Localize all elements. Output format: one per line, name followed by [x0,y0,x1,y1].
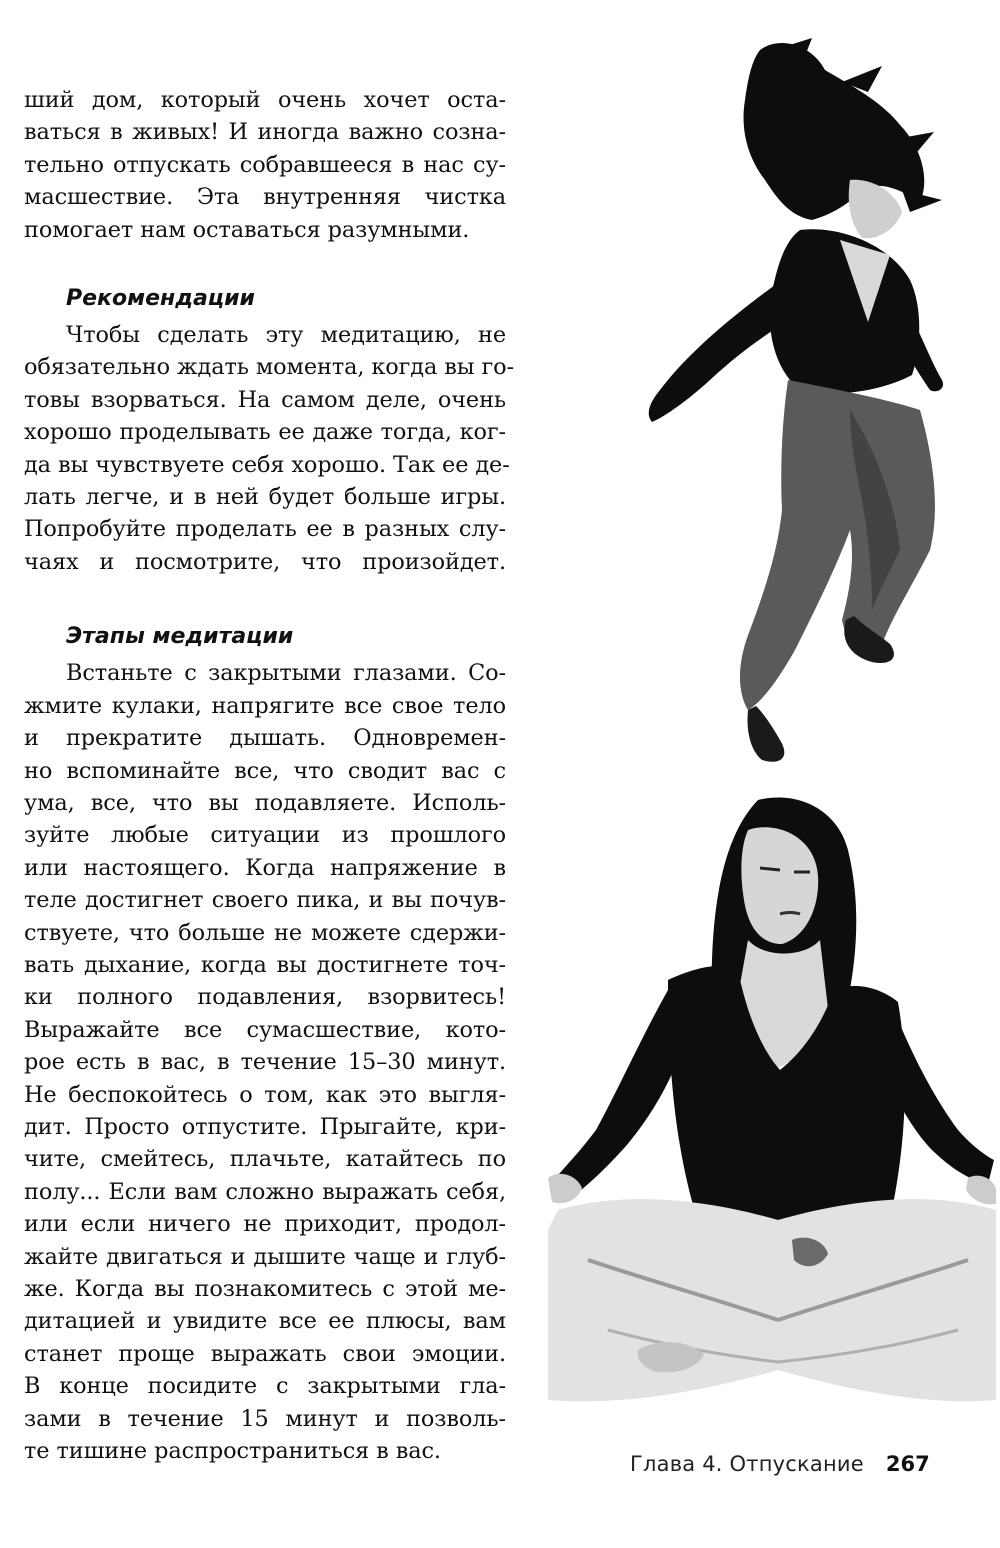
text-line: ума, все, что вы подавляете. Исполь- [24,789,506,816]
meditation-stages-paragraph [24,657,506,1467]
text-line: и прекратите дышать. Одновремен- [24,725,506,752]
text-line: ствуете, что больше не можете сдержи- [24,919,506,946]
jumping-woman-photo [550,30,970,770]
text-line: чаях и посмотрите, что произойдет. [24,548,506,575]
text-line: помогает нам оставаться разумными. [24,216,470,243]
text-line: В конце посидите с закрытыми гла- [24,1373,506,1400]
text-line: жайте двигаться и дышите чаще и глуб- [24,1243,506,1270]
running-footer-chapter: Глава 4. Отпускание [630,1452,864,1476]
text-line: полу... Если вам сложно выражать себя, [24,1178,506,1205]
text-line: чите, смейтесь, плачьте, катайтесь по [24,1146,506,1173]
text-line: те тишине распространиться в вас. [24,1438,441,1465]
text-line: дитацией и увидите все ее плюсы, вам [24,1308,506,1335]
text-line: или настоящего. Когда напряжение в [24,854,506,881]
text-line: ваться в живых! И иногда важно созна- [24,119,506,146]
text-line: масшествие. Эта внутренняя чистка [24,184,506,211]
section-heading-meditation-stages: Этапы медитации [66,624,294,650]
page-footer [630,1452,930,1476]
text-line: рое есть в вас, в течение 15–30 минут. [24,1049,506,1076]
meditating-woman-photo [548,790,996,1410]
text-line: же. Когда вы познакомитесь с этой ме- [24,1276,506,1302]
text-line: хорошо проделывать ее даже тогда, ког- [24,419,506,446]
text-line: теле достигнет своего пика, и вы почув- [24,887,506,914]
text-line: дит. Просто отпустите. Прыгайте, кри- [24,1113,506,1140]
text-line: Встаньте с закрытыми глазами. Со- [66,660,506,687]
pants-shape [548,1199,996,1401]
text-line: или если ничего не приходит, продол- [24,1211,506,1238]
text-line: ки полного подавления, взорвитесь! [24,984,506,1011]
text-column [24,84,514,1467]
text-line: да вы чувствуете себя хорошо. Так ее де- [24,451,510,478]
pants-shape [740,380,935,710]
text-line: Не беспокойтесь о том, как это выгля- [24,1081,506,1108]
text-line: Выражайте все сумасшествие, кото- [24,1016,506,1043]
recommendations-paragraph [24,319,514,578]
text-line: лать легче, и в ней будет больше игры. [24,484,506,511]
text-line: обязательно ждать момента, когда вы го- [24,354,514,381]
text-line: зуйте любые ситуации из прошлого [24,822,506,849]
page-number: 267 [885,1452,930,1476]
text-line: зами в течение 15 минут и позволь- [24,1405,506,1432]
text-line: ший дом, который очень хочет оста- [24,87,506,113]
text-line: Чтобы сделать эту медитацию, не [66,322,506,349]
text-line: товы взорваться. На самом деле, очень [24,386,506,413]
intro-paragraph [24,84,506,246]
section-heading-recommendations: Рекомендации [66,286,255,312]
text-line: вать дыхание, когда вы достигнете точ- [24,951,506,978]
text-line: Попробуйте проделать ее в разных слу- [24,516,506,543]
text-line: но вспоминайте все, что сводит вас с [24,757,506,784]
text-line: станет проще выражать свои эмоции. [24,1340,506,1367]
hair-shape [744,43,925,220]
text-line: жмите кулаки, напрягите все свое тело [24,692,506,719]
text-line: тельно отпускать собравшееся в нас су- [24,151,506,178]
